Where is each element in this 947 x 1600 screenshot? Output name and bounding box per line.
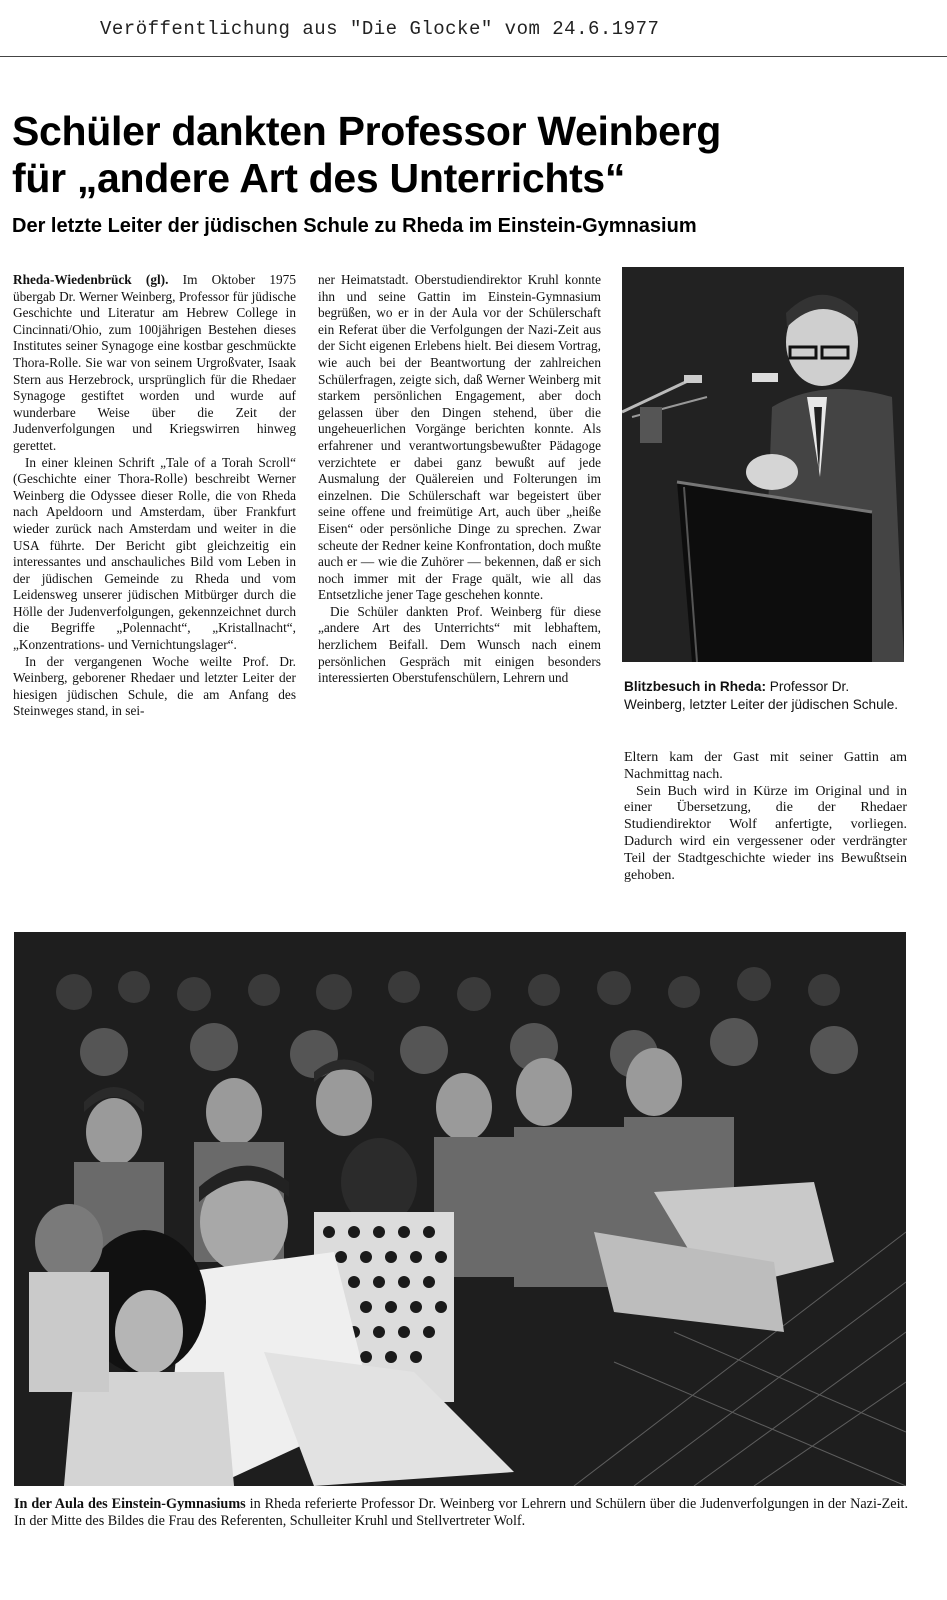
article-paragraph: Eltern kam der Gast mit seiner Gattin am Nachmittag nach. [624,750,907,782]
dateline: Rheda-Wiedenbrück (gl). [13,272,169,287]
article-text: Im Oktober 1975 übergab Dr. Werner Weinberg, Professor für jüdische Geschichte und Literatur am Hebrew College in Cincinnati/Ohio, zum 100jährigen Bestehen dieses Institutes seiner Synagoge eine kostbar geschmückte Thora-Rolle. Sie war von seinem Urgroßvater, Isaak Stern aus Herzebrock, ursprünglich für die Rhedaer Synagoge gestiftet worden und wurde auf wunderbare Weise über die Zeit der Judenverfolgungen und Kriegswirren hinweg gerettet. [13,272,296,453]
publication-source-line: Veröffentlichung aus "Die Glocke" vom 24.6.1977 [100,18,660,40]
subheadline: Der letzte Leiter der jüdischen Schule zu Rheda im Einstein-Gymnasium [12,215,697,237]
caption-text: Professor Dr. Weinberg, letzter Leiter der jüdischen Schule. [624,679,899,712]
caption-lead: Blitzbesuch in Rheda: [624,679,766,694]
headline-line-1: Schüler dankten Professor Weinberg [12,108,722,154]
headline-line-2: für „andere Art des Unterrichts“ [12,155,626,201]
article-paragraph [13,272,296,455]
header-rule [0,56,947,57]
headline [12,108,912,202]
audience-photo-caption [14,1496,908,1530]
speaker-photo [622,267,904,662]
caption-text: in Rheda referierte Professor Dr. Weinberg vor Lehrern und Schülern über die Judenverfolgungen in der Nazi-Zeit. In der Mitte des Bildes die Frau des Referenten, Schulleiter Kruhl und Stellvertreter Wolf. [14,1496,909,1529]
article-column-1 [13,272,296,720]
article-paragraph: In der vergangenen Woche weilte Prof. Dr. Weinberg, geborener Rhedaer und letzter Leiter der hiesigen jüdischen Schule, die am Anfang des Steinweges stand, in sei- [13,653,296,719]
article-paragraph: Die Schüler dankten Prof. Weinberg für diese „andere Art des Unterrichts“ mit lebhaftem, herzlichem Beifall. Dem Wunsch nach einem persönlichen Gespräch mit einigen besonders interessierten Oberstufenschülern, Lehrern und [318,603,601,686]
article-paragraph: In einer kleinen Schrift „Tale of a Torah Scroll“ (Geschichte einer Thora-Rolle) beschreibt Werner Weinberg die Odyssee dieser Rolle, die von Rheda nach Apeldoorn und Amsterdam, über Frankfurt wieder zurück nach Amsterdam und weiter in die USA führte. Der Bericht gibt gleichzeitig ein interessantes und anschauliches Bild vom Leben in der jüdischen Gemeinde zu Rheda und vom Leidensweg unserer jüdischen Mitbürger durch die Hölle der Judenverfolgungen, gekennzeichnet durch die Begriffe „Polennacht“, „Kristallnacht“, „Konzentrations- und Vernichtungslager“. [13,454,296,653]
article-paragraph: ner Heimatstadt. Oberstudiendirektor Kruhl konnte ihn und seine Gattin im Einstein-Gymnasium begrüßen, wo er in der Aula vor der Schülerschaft ein Referat über die Verfolgungen der Nazi-Zeit aus der Sicht eigenen Erlebens hielt. Bei diesem Vortrag, wie auch bei der Beantwortung der zahlreichen Schülerfragen, zeigte sich, daß Werner Weinberg mit starkem persönlichen Engagement, aber doch gelassen über den Dingen stehend, über die ungeheuerlichen Vorgänge berichten konnte. Als erfahrener und verantwortungsbewußter Pädagoge verzichtete er dabei ganz bewußt auf jede Ausmalung der Quälereien und Folterungen im einzelnen. Die Schülerschaft war begeistert über seine offene und freimütige Art, auch über „heiße Eisen“ oder persönliche Dinge zu sprechen. Zwar scheute der Redner keine Konfrontation, doch mußte auch er — wie die Zuhörer — bekennen, daß er sich noch immer mit der Frage quält, wie all das Entsetzliche jener Tage geschehen konnte. [318,272,601,603]
caption-lead: In der Aula des Einstein-Gymnasiums [14,1496,246,1512]
audience-photo [14,932,906,1486]
speaker-photo-caption [624,678,907,714]
article-paragraph: Sein Buch wird in Kürze im Original und in einer Übersetzung, die der Rhedaer Studiendirektor Wolf anfertigte, vorliegen. Dadurch wird ein vergessener oder verdrängter Teil der Stadtgeschichte wieder ins Bewußtsein gehoben. [624,783,907,883]
article-column-2 [318,272,601,687]
article-column-3 [624,750,907,884]
